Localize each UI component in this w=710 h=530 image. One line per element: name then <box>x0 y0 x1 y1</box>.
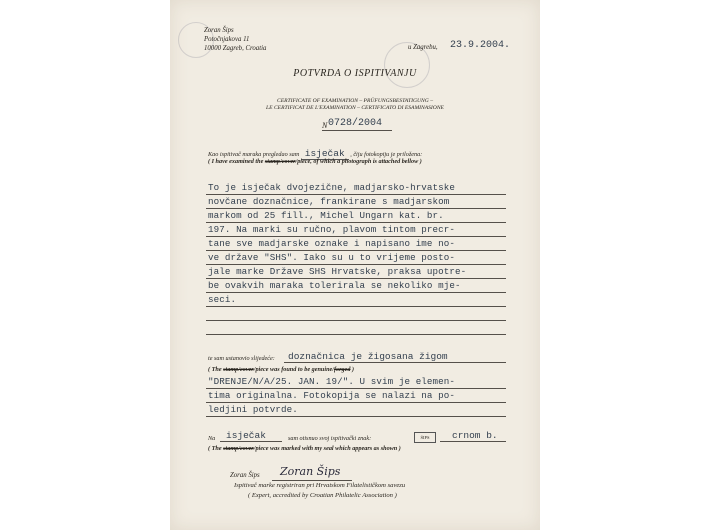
finding-line: tima originalna. Fotokopija se nalazi na po- <box>208 390 455 401</box>
finding-translation-struck-2: forged <box>333 366 351 373</box>
subtitle-line-1: CERTIFICATE OF EXAMINATION – PRÜFUNGSBESTATIGUNG – <box>276 98 434 104</box>
description-line: be ovakvih maraka tolerirala se nekoliko mje- <box>208 280 461 291</box>
number-underline <box>322 130 392 131</box>
ruled-line <box>206 292 506 293</box>
document-date: 23.9.2004. <box>450 40 511 51</box>
description-line: novčane doznačnice, frankirane s madjarskom <box>208 196 450 207</box>
ruled-line <box>206 334 506 335</box>
ruled-line <box>440 441 506 442</box>
ruled-line <box>206 416 506 417</box>
description-line: tane sve madjarske oznake i napisano ime no- <box>208 238 455 249</box>
ruled-line <box>206 250 506 251</box>
marking-ink: crnom b. <box>452 430 498 441</box>
description-line: ve države "SHS". Iako su u to vrijeme posto- <box>208 252 455 263</box>
description-line: To je isječak dvojezične, madjarsko-hrvatske <box>208 182 455 193</box>
ruled-line <box>284 362 506 363</box>
finding-line: "DRENJE/N/A/25. JAN. 19/". U svim je elemen- <box>208 376 455 387</box>
marking-translation-a: ( The <box>208 445 222 452</box>
certificate-paper <box>170 0 540 530</box>
ruled-line <box>206 320 506 321</box>
description-line: 197. Na marki su ručno, plavom tintom precr- <box>208 224 455 235</box>
finding-translation-c: ) <box>352 366 355 373</box>
ruled-line <box>206 222 506 223</box>
examined-translation-struck: stamp/cover <box>264 158 296 165</box>
document-title: POTVRDA O ISPITIVANJU <box>293 68 417 79</box>
signature-line-2: ( Expert, accredited by Croatian Philatelic Association ) <box>248 492 397 499</box>
signature-line-1: Ispitivač marke registriran pri Hrvatskom Filatelističkom savezu <box>234 482 406 489</box>
ruled-line <box>206 208 506 209</box>
ruled-line <box>206 388 506 389</box>
place-prefix: u Zagrebu, <box>408 44 438 51</box>
examined-translation-a: ( I have examined the <box>208 158 264 165</box>
marking-prefix: Na <box>208 435 216 442</box>
examined-translation-b: /piece, of which a photograph is attached bellow ) <box>295 158 422 165</box>
sender-street: Potočnjakova 11 <box>204 36 250 43</box>
subtitle-line-2: LE CERTIFICAT DE L'EXAMINATION – CERTIFICATO DI ESAMINASIONE <box>266 105 444 111</box>
ruled-line <box>206 306 506 307</box>
description-line: seci. <box>208 294 237 305</box>
marking-translation-struck: stamp/cover <box>223 445 254 452</box>
finding-label: te sam ustanovio slijedeće: <box>208 355 275 362</box>
finding-value: doznačnica je žigosana žigom <box>288 351 448 362</box>
ruled-line <box>206 236 506 237</box>
finding-translation-struck-1: stamp/cover <box>223 366 254 373</box>
marking-translation <box>208 445 401 452</box>
marking-item: isječak <box>226 430 266 441</box>
examined-item: isječak <box>301 148 349 160</box>
marking-label: sam otisnuo svoj ispitivački znak: <box>288 435 372 442</box>
ruled-line <box>220 441 282 442</box>
number-prefix: N <box>322 121 328 130</box>
description-line: markom od 25 fill., Michel Ungarn kat. br. <box>208 210 444 221</box>
marking-translation-b: /piece was marked with my seal which appears as shown ) <box>253 445 401 452</box>
examined-label-a: Kao ispitivač maraka pregledao sam <box>208 151 300 158</box>
examined-label-b: , čiju fotokopiju je priložena: <box>350 151 423 158</box>
ruled-line <box>206 402 506 403</box>
ruled-line <box>206 264 506 265</box>
finding-line: ledjini potvrde. <box>208 404 298 415</box>
ruled-line <box>206 278 506 279</box>
description-line: jale marke Države SHS Hrvatske, praksa upotre- <box>208 266 467 277</box>
examiner-mark: ŠIPS <box>414 432 436 443</box>
handwritten-signature: Zoran Šips <box>280 465 341 478</box>
ruled-line <box>206 194 506 195</box>
finding-translation <box>208 366 354 373</box>
signatory-name: Zoran Šips <box>230 472 260 479</box>
finding-translation-b: /piece was found to be genuine/ <box>253 366 334 373</box>
sender-city: 10000 Zagreb, Croatia <box>204 45 267 52</box>
certificate-number: 0728/2004 <box>328 118 383 129</box>
sender-name: Zoran Šips <box>204 27 234 34</box>
signature-line <box>272 480 352 481</box>
examined-translation <box>208 158 422 165</box>
finding-translation-a: ( The <box>208 366 222 373</box>
